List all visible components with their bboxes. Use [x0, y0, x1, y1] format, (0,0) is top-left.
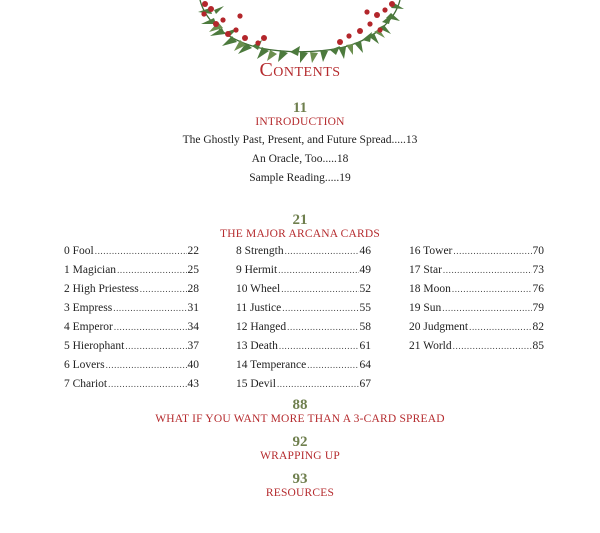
toc-entry [236, 283, 371, 295]
entry-page: 43 [187, 378, 199, 390]
entry-label: 9 Hermit [236, 264, 278, 276]
dot-leader [114, 322, 187, 332]
dot-leader [108, 379, 186, 389]
entry-label: 11 Justice [236, 302, 282, 314]
dot-leader [287, 322, 358, 332]
entry-page: 79 [532, 302, 544, 314]
entry-page: 34 [187, 321, 199, 333]
dot-leader [277, 379, 359, 389]
toc-entry [64, 378, 199, 390]
toc-entry [409, 283, 544, 295]
toc-entry [64, 340, 199, 352]
toc-entry [236, 378, 371, 390]
toc-entry [236, 340, 371, 352]
toc-entry [236, 264, 371, 276]
entry-page: 58 [359, 321, 371, 333]
page-title: Contents [259, 59, 341, 81]
resources-page-number: 93 [292, 471, 308, 487]
intro-line: Sample Reading.....19 [249, 172, 351, 184]
entry-label: 6 Lovers [64, 359, 105, 371]
wrapping-up-page-number: 92 [292, 434, 308, 450]
dot-leader [278, 265, 358, 275]
entry-page: 61 [359, 340, 371, 352]
entry-label: 3 Empress [64, 302, 113, 314]
dot-leader [125, 341, 186, 351]
entry-page: 70 [532, 245, 544, 257]
toc-entry [409, 264, 544, 276]
dot-leader [442, 303, 531, 313]
entry-label: 5 Hierophant [64, 340, 125, 352]
entry-label: 0 Fool [64, 245, 94, 257]
toc-entry [64, 283, 199, 295]
more-spread-heading: WHAT IF YOU WANT MORE THAN A 3-CARD SPREAD [155, 413, 445, 425]
dot-leader [117, 265, 186, 275]
dot-leader [106, 360, 187, 370]
entry-page: 55 [359, 302, 371, 314]
dot-leader [469, 322, 531, 332]
resources-heading: RESOURCES [265, 487, 335, 499]
entry-label: 17 Star [409, 264, 442, 276]
dot-leader [95, 246, 187, 256]
dot-leader [279, 341, 359, 351]
intro-line: An Oracle, Too.....18 [251, 153, 349, 165]
dot-leader [307, 360, 358, 370]
toc-entry [64, 302, 199, 314]
dot-leader [113, 303, 186, 313]
dot-leader [282, 303, 358, 313]
entry-page: 76 [532, 283, 544, 295]
dot-leader [453, 341, 532, 351]
intro-line: The Ghostly Past, Present, and Future Spread.....13 [182, 134, 418, 146]
toc-entry [409, 245, 544, 257]
dot-leader [452, 284, 532, 294]
entry-page: 73 [532, 264, 544, 276]
entry-page: 28 [187, 283, 199, 295]
entry-page: 64 [359, 359, 371, 371]
toc-entry [64, 264, 199, 276]
dot-leader [285, 246, 359, 256]
entry-label: 21 World [409, 340, 452, 352]
entry-label: 16 Tower [409, 245, 453, 257]
toc-entry [64, 245, 199, 257]
wrapping-up-heading: WRAPPING UP [260, 450, 340, 462]
entry-page: 82 [532, 321, 544, 333]
entry-page: 52 [359, 283, 371, 295]
entry-label: 13 Death [236, 340, 278, 352]
entry-page: 49 [359, 264, 371, 276]
intro-page-number: 11 [292, 100, 308, 116]
toc-entry [64, 359, 199, 371]
entry-label: 8 Strength [236, 245, 284, 257]
entry-label: 15 Devil [236, 378, 276, 390]
entry-label: 1 Magician [64, 264, 117, 276]
major-arcana-heading: THE MAJOR ARCANA CARDS [220, 228, 380, 240]
dot-leader [443, 265, 532, 275]
dot-leader [140, 284, 187, 294]
toc-entry [236, 245, 371, 257]
entry-page: 67 [359, 378, 371, 390]
major-arcana-page-number: 21 [292, 212, 308, 228]
entry-page: 22 [187, 245, 199, 257]
more-spread-page-number: 88 [292, 397, 308, 413]
entry-label: 14 Temperance [236, 359, 307, 371]
intro-heading: INTRODUCTION [255, 116, 345, 128]
entry-page: 46 [359, 245, 371, 257]
toc-entry [64, 321, 199, 333]
toc-entry [236, 359, 371, 371]
toc-entry [409, 340, 544, 352]
entry-page: 85 [532, 340, 544, 352]
toc-entry [236, 302, 371, 314]
entry-label: 18 Moon [409, 283, 451, 295]
entry-label: 2 High Priestess [64, 283, 139, 295]
entry-page: 37 [187, 340, 199, 352]
toc-entry [409, 302, 544, 314]
entry-page: 25 [187, 264, 199, 276]
entry-label: 19 Sun [409, 302, 442, 314]
wreath-decoration [0, 0, 600, 64]
dot-leader [281, 284, 358, 294]
toc-entry [409, 321, 544, 333]
dot-leader [453, 246, 531, 256]
entry-page: 31 [187, 302, 199, 314]
entry-label: 7 Chariot [64, 378, 108, 390]
entry-label: 20 Judgment [409, 321, 469, 333]
entry-page: 40 [187, 359, 199, 371]
entry-label: 4 Emperor [64, 321, 113, 333]
entry-label: 12 Hanged [236, 321, 287, 333]
entry-label: 10 Wheel [236, 283, 281, 295]
toc-entry [236, 321, 371, 333]
